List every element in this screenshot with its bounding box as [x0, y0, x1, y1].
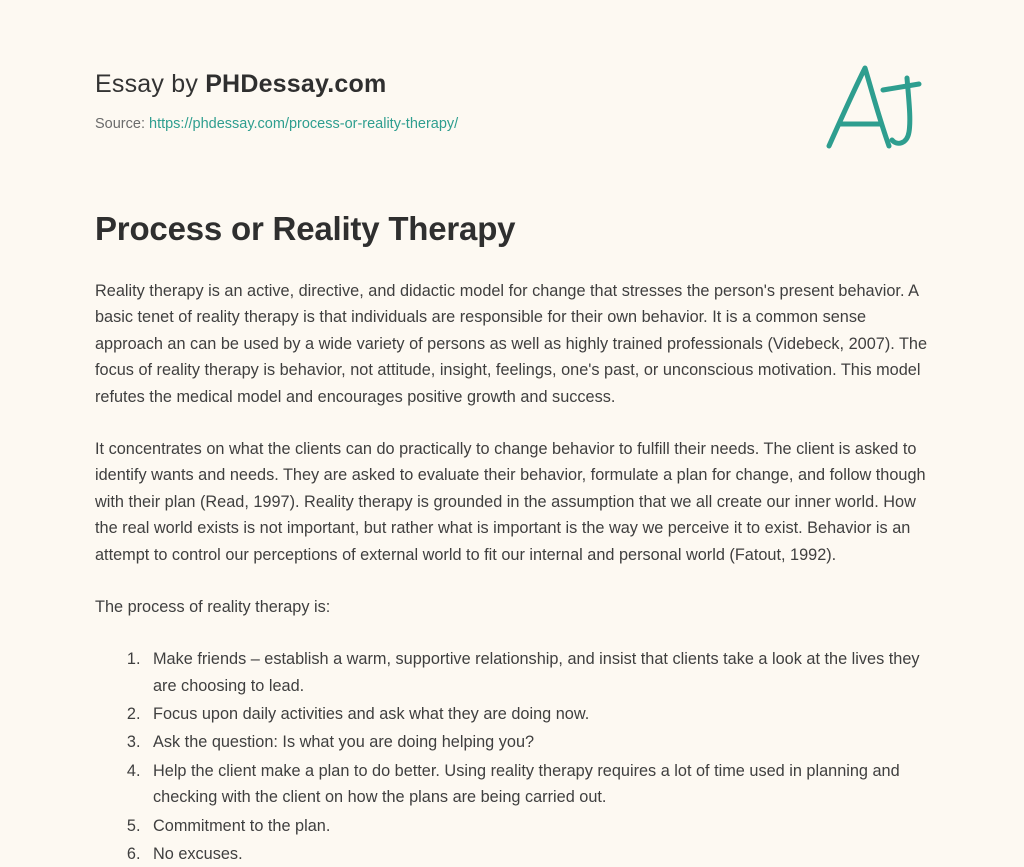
source-url-link[interactable]: https://phdessay.com/process-or-reality-therapy/: [149, 116, 459, 132]
source-label: Source:: [95, 116, 149, 132]
aj-monogram-icon: [819, 58, 929, 153]
brand-prefix: Essay by: [95, 70, 206, 98]
article-body: [95, 248, 929, 867]
paragraph-1: Reality therapy is an active, directive, and didactic model for change that stresses the person's present behavior. A basic tenet of reality therapy is that individuals are responsible for their own behavior. It is a common sense approach an can be used by a wide variety of persons as well as highly trained professionals (Videbeck, 2007). The focus of reality therapy is behavior, not attitude, insight, feelings, one's past, or unconscious motivation. This model refutes the medical model and encourages positive growth and success.: [95, 282, 928, 406]
source-line: [95, 116, 929, 132]
list-item: 6. No excuses.: [145, 841, 929, 867]
list-item: 1. Make friends – establish a warm, supportive relationship, and insist that clients take a look at the lives they are choosing to lead.: [145, 646, 929, 699]
document-header: [95, 0, 929, 130]
process-steps-list: [95, 646, 929, 867]
list-item: 5. Commitment to the plan.: [145, 813, 929, 839]
brand-line: [95, 70, 929, 99]
page-title: Process or Reality Therapy: [95, 210, 516, 247]
list-intro: The process of reality therapy is:: [95, 597, 331, 616]
paragraph-2: It concentrates on what the clients can do practically to change behavior to fulfill their needs. The client is asked to identify wants and needs. They are asked to evaluate their behavior, formulate a plan for change, and follow though with their plan (Read, 1997). Reality therapy is grounded in the assumption that we all create our inner world. How the real world exists is not important, but rather what is important is the way we perceive it to exist. Behavior is an attempt to control our perceptions of external world to fit our internal and personal world (Fatout, 1992).: [95, 439, 926, 564]
list-item: 3. Ask the question: Is what you are doing helping you?: [145, 729, 929, 755]
brand-name: PHDessay.com: [205, 70, 387, 98]
list-item: 4. Help the client make a plan to do better. Using reality therapy requires a lot of time used in planning and checking with the client on how the plans are being carried out.: [145, 758, 929, 811]
list-item: 2. Focus upon daily activities and ask what they are doing now.: [145, 701, 929, 727]
